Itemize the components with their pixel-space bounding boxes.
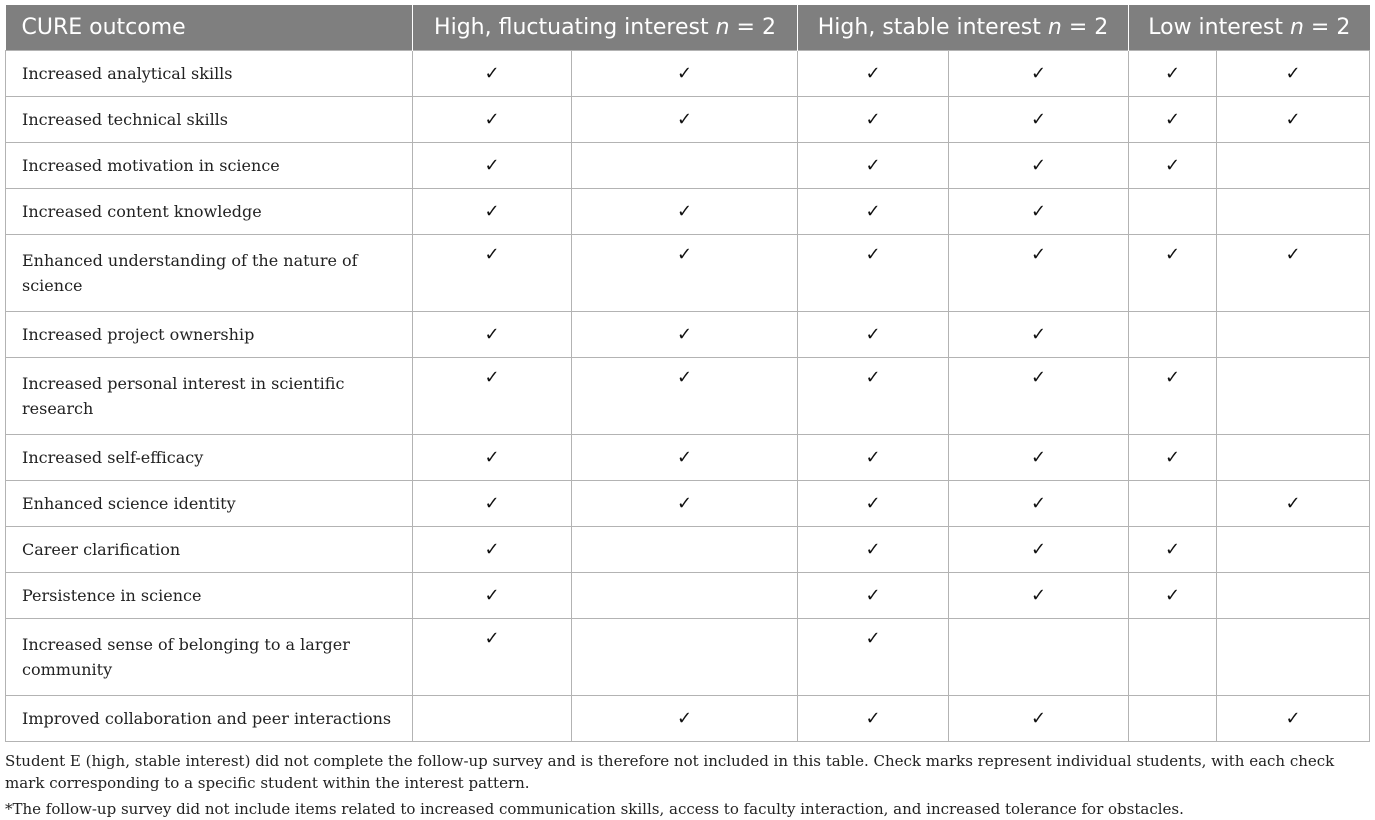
check-mark-icon: ✓ xyxy=(865,324,881,345)
student-cell xyxy=(572,189,798,235)
check-mark-icon: ✓ xyxy=(484,367,500,388)
student-cell xyxy=(949,619,1129,696)
check-mark-icon: ✓ xyxy=(484,63,500,84)
student-cell xyxy=(798,527,949,573)
check-mark-icon: ✓ xyxy=(865,585,881,606)
check-mark-icon: ✓ xyxy=(1285,109,1301,130)
table-row xyxy=(6,235,1370,312)
student-cell xyxy=(413,696,572,742)
outcome-label: Improved collaboration and peer interactions xyxy=(6,696,413,742)
footnote-student-e: Student E (high, stable interest) did not complete the follow-up survey and is therefore not included in this table. Check marks represent individual students, with each check mark corresponding to a specific student within the interest pattern. xyxy=(5,752,1335,792)
check-mark-icon: ✓ xyxy=(865,244,881,265)
check-mark-icon: ✓ xyxy=(1030,63,1047,84)
check-mark-icon: ✓ xyxy=(484,493,500,514)
student-cell xyxy=(413,235,572,312)
student-cell xyxy=(949,312,1129,358)
student-cell xyxy=(1217,235,1370,312)
check-mark-icon: ✓ xyxy=(484,628,500,649)
student-cell xyxy=(413,143,572,189)
check-mark-icon: ✓ xyxy=(1164,244,1181,265)
student-cell xyxy=(1217,481,1370,527)
check-mark-icon: ✓ xyxy=(1285,493,1301,514)
header-n-value: = 2 xyxy=(1061,15,1109,40)
student-cell xyxy=(572,481,798,527)
check-mark-icon: ✓ xyxy=(1030,109,1047,130)
student-cell xyxy=(413,573,572,619)
check-mark-icon: ✓ xyxy=(865,155,881,176)
check-mark-icon: ✓ xyxy=(484,539,500,560)
student-cell xyxy=(798,97,949,143)
header-outcome: CURE outcome xyxy=(6,5,413,51)
student-cell xyxy=(572,143,798,189)
header-row xyxy=(6,5,1370,51)
header-group-high-stable: High, stable interest n = 2 xyxy=(798,5,1129,51)
check-mark-icon: ✓ xyxy=(1285,63,1301,84)
student-cell xyxy=(1129,51,1217,97)
check-mark-icon: ✓ xyxy=(1164,155,1181,176)
cure-outcomes-table xyxy=(5,5,1370,742)
student-cell xyxy=(798,481,949,527)
table-row xyxy=(6,189,1370,235)
check-mark-icon: ✓ xyxy=(676,109,693,130)
check-mark-icon: ✓ xyxy=(865,447,881,468)
student-cell xyxy=(949,143,1129,189)
student-cell xyxy=(1129,97,1217,143)
table-row xyxy=(6,97,1370,143)
student-cell xyxy=(1217,619,1370,696)
check-mark-icon: ✓ xyxy=(1030,155,1047,176)
student-cell xyxy=(413,527,572,573)
check-mark-icon: ✓ xyxy=(865,201,881,222)
student-cell xyxy=(413,481,572,527)
student-cell xyxy=(798,696,949,742)
table-row xyxy=(6,696,1370,742)
check-mark-icon: ✓ xyxy=(1030,493,1047,514)
student-cell xyxy=(798,143,949,189)
student-cell xyxy=(572,573,798,619)
check-mark-icon: ✓ xyxy=(1164,63,1181,84)
student-cell xyxy=(413,358,572,435)
outcome-label: Increased sense of belonging to a larger community xyxy=(6,619,413,696)
check-mark-icon: ✓ xyxy=(484,201,500,222)
student-cell xyxy=(1129,696,1217,742)
footnote-survey-items: *The follow-up survey did not include items related to increased communication skills, access to faculty interaction, and increased tolerance for obstacles. xyxy=(5,800,1184,818)
check-mark-icon: ✓ xyxy=(865,109,881,130)
student-cell xyxy=(949,481,1129,527)
student-cell xyxy=(949,51,1129,97)
student-cell xyxy=(572,435,798,481)
student-cell xyxy=(798,358,949,435)
student-cell xyxy=(1217,312,1370,358)
student-cell xyxy=(1217,527,1370,573)
table-row xyxy=(6,312,1370,358)
table-row xyxy=(6,527,1370,573)
check-mark-icon: ✓ xyxy=(1030,324,1047,345)
table-row xyxy=(6,481,1370,527)
check-mark-icon: ✓ xyxy=(676,708,693,729)
outcome-label: Increased content knowledge xyxy=(6,189,413,235)
table-row xyxy=(6,619,1370,696)
student-cell xyxy=(949,358,1129,435)
student-cell xyxy=(949,235,1129,312)
student-cell xyxy=(1129,435,1217,481)
student-cell xyxy=(1217,51,1370,97)
table-row xyxy=(6,358,1370,435)
check-mark-icon: ✓ xyxy=(1030,244,1047,265)
check-mark-icon: ✓ xyxy=(484,585,500,606)
table-footnotes xyxy=(5,750,1369,820)
student-cell xyxy=(1217,358,1370,435)
student-cell xyxy=(572,696,798,742)
student-cell xyxy=(798,619,949,696)
student-cell xyxy=(572,235,798,312)
student-cell xyxy=(572,312,798,358)
student-cell xyxy=(572,527,798,573)
student-cell xyxy=(413,312,572,358)
outcome-label: Increased motivation in science xyxy=(6,143,413,189)
student-cell xyxy=(572,358,798,435)
header-n-value: = 2 xyxy=(1303,15,1351,40)
check-mark-icon: ✓ xyxy=(1030,708,1047,729)
student-cell xyxy=(572,619,798,696)
student-cell xyxy=(798,189,949,235)
student-cell xyxy=(413,435,572,481)
check-mark-icon: ✓ xyxy=(676,493,693,514)
table-row xyxy=(6,51,1370,97)
outcome-label: Increased technical skills xyxy=(6,97,413,143)
check-mark-icon: ✓ xyxy=(1164,539,1181,560)
outcome-label: Enhanced science identity xyxy=(6,481,413,527)
student-cell xyxy=(798,435,949,481)
check-mark-icon: ✓ xyxy=(1285,244,1301,265)
check-mark-icon: ✓ xyxy=(1164,367,1181,388)
student-cell xyxy=(1217,189,1370,235)
student-cell xyxy=(1129,527,1217,573)
student-cell xyxy=(413,97,572,143)
header-group-low: Low interest n = 2 xyxy=(1129,5,1370,51)
student-cell xyxy=(798,312,949,358)
table-row xyxy=(6,143,1370,189)
student-cell xyxy=(1217,97,1370,143)
header-n-variable: n xyxy=(715,15,730,40)
check-mark-icon: ✓ xyxy=(484,324,500,345)
table-container xyxy=(5,5,1369,820)
check-mark-icon: ✓ xyxy=(865,63,881,84)
table-row xyxy=(6,435,1370,481)
student-cell xyxy=(572,97,798,143)
student-cell xyxy=(1129,573,1217,619)
student-cell xyxy=(1129,312,1217,358)
check-mark-icon: ✓ xyxy=(1030,367,1047,388)
check-mark-icon: ✓ xyxy=(676,201,693,222)
check-mark-icon: ✓ xyxy=(865,367,881,388)
student-cell xyxy=(1129,619,1217,696)
student-cell xyxy=(949,696,1129,742)
check-mark-icon: ✓ xyxy=(484,244,500,265)
check-mark-icon: ✓ xyxy=(484,447,500,468)
check-mark-icon: ✓ xyxy=(676,324,693,345)
student-cell xyxy=(798,51,949,97)
outcome-label: Increased self-efficacy xyxy=(6,435,413,481)
student-cell xyxy=(949,97,1129,143)
table-row xyxy=(6,573,1370,619)
check-mark-icon: ✓ xyxy=(865,539,881,560)
outcome-label: Enhanced understanding of the nature of science xyxy=(6,235,413,312)
student-cell xyxy=(949,527,1129,573)
student-cell xyxy=(1217,573,1370,619)
check-mark-icon: ✓ xyxy=(1164,585,1181,606)
check-mark-icon: ✓ xyxy=(865,708,881,729)
student-cell xyxy=(1129,143,1217,189)
outcome-label: Persistence in science xyxy=(6,573,413,619)
check-mark-icon: ✓ xyxy=(1030,585,1047,606)
check-mark-icon: ✓ xyxy=(1030,201,1047,222)
check-mark-icon: ✓ xyxy=(484,155,500,176)
student-cell xyxy=(413,51,572,97)
check-mark-icon: ✓ xyxy=(1030,539,1047,560)
student-cell xyxy=(1129,189,1217,235)
check-mark-icon: ✓ xyxy=(865,493,881,514)
header-n-value: = 2 xyxy=(729,15,776,40)
check-mark-icon: ✓ xyxy=(676,447,693,468)
outcome-label: Career clarification xyxy=(6,527,413,573)
header-n-variable: n xyxy=(1289,15,1304,40)
check-mark-icon: ✓ xyxy=(1285,708,1301,729)
outcome-label: Increased project ownership xyxy=(6,312,413,358)
student-cell xyxy=(413,619,572,696)
student-cell xyxy=(798,235,949,312)
check-mark-icon: ✓ xyxy=(1164,447,1181,468)
student-cell xyxy=(1129,358,1217,435)
check-mark-icon: ✓ xyxy=(865,628,881,649)
student-cell xyxy=(1129,235,1217,312)
student-cell xyxy=(949,573,1129,619)
student-cell xyxy=(572,51,798,97)
table-body xyxy=(6,51,1370,742)
student-cell xyxy=(1217,435,1370,481)
check-mark-icon: ✓ xyxy=(1164,109,1181,130)
student-cell xyxy=(1217,696,1370,742)
student-cell xyxy=(413,189,572,235)
student-cell xyxy=(798,573,949,619)
check-mark-icon: ✓ xyxy=(1030,447,1047,468)
student-cell xyxy=(949,189,1129,235)
student-cell xyxy=(1129,481,1217,527)
check-mark-icon: ✓ xyxy=(676,244,693,265)
check-mark-icon: ✓ xyxy=(676,367,693,388)
header-n-variable: n xyxy=(1047,15,1062,40)
student-cell xyxy=(1217,143,1370,189)
student-cell xyxy=(949,435,1129,481)
check-mark-icon: ✓ xyxy=(484,109,500,130)
outcome-label: Increased analytical skills xyxy=(6,51,413,97)
outcome-label: Increased personal interest in scientific research xyxy=(6,358,413,435)
check-mark-icon: ✓ xyxy=(676,63,693,84)
header-group-high-fluctuating: High, fluctuating interest n = 2 xyxy=(413,5,798,51)
